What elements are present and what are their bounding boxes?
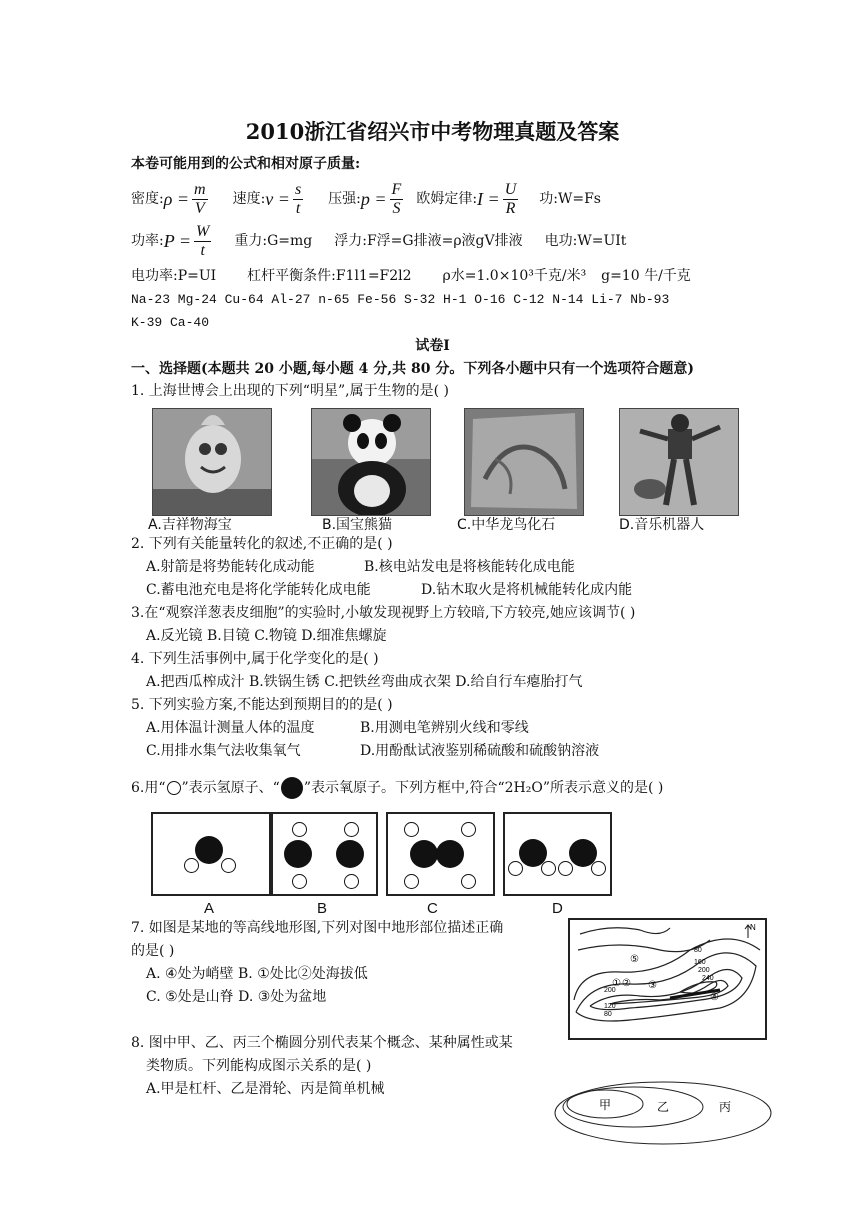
hydrogen-atom xyxy=(344,822,359,837)
density-den: V xyxy=(194,199,205,217)
robot-photo xyxy=(619,408,739,516)
oxygen-atom xyxy=(410,840,438,868)
oxygen-atom xyxy=(336,840,364,868)
caption-d: D.音乐机器人 xyxy=(619,517,705,533)
q5-option-c: C.用排水集气法收集氧气 xyxy=(146,743,301,759)
section-title: 试卷Ⅰ xyxy=(415,338,450,354)
question-4: 4. 下列生活事例中,属于化学变化的是( ) xyxy=(131,651,379,667)
question-2: 2. 下列有关能量转化的叙述,不正确的是( ) xyxy=(131,536,393,552)
box-label-d: D xyxy=(552,900,563,917)
caption-c: C.中华龙鸟化石 xyxy=(457,517,556,533)
q8-option-a: A.甲是杠杆、乙是滑轮、丙是简单机械 xyxy=(146,1081,385,1097)
pressure-label: 压强: xyxy=(328,191,361,207)
map-label-240: 240 xyxy=(702,975,714,982)
formula-row-3 xyxy=(131,266,691,286)
question-1: 1. 上海世博会上出现的下列“明星”,属于生物的是( ) xyxy=(131,383,449,399)
part-title: 一、选择题(本题共 20 小题,每小题 4 分,共 80 分。下列各小题中只有一个选项符合题意) xyxy=(131,361,694,377)
speed-label: 速度: xyxy=(232,191,266,207)
lever-formula: 杠杆平衡条件:F1l1=F2l2 xyxy=(247,268,412,284)
map-label-200: 200 xyxy=(698,967,710,974)
hydrogen-atom xyxy=(461,822,476,837)
hydrogen-symbol-icon xyxy=(167,781,181,795)
q6-text-2: ”表示氢原子、“ xyxy=(181,780,280,796)
power-label: 功率: xyxy=(131,233,164,249)
ellipse-diagram xyxy=(553,1080,773,1146)
speed-den: t xyxy=(295,199,301,217)
oxygen-atom xyxy=(436,840,464,868)
mascot-photo xyxy=(152,408,272,516)
hydrogen-atom xyxy=(184,858,199,873)
power-fraction xyxy=(194,223,211,260)
elec-power-formula: 电功率:P=UI xyxy=(131,268,217,284)
formula-intro: 本卷可能用到的公式和相对原子质量: xyxy=(131,156,361,172)
q2-option-a: A.射箭是将势能转化成动能 xyxy=(146,559,315,575)
pressure-fraction xyxy=(390,181,404,218)
hydrogen-atom xyxy=(221,858,236,873)
q7-options-1: A. ④处为峭壁 B. ①处比②处海拔低 xyxy=(146,966,368,982)
robot-image xyxy=(620,409,738,515)
box-label-b: B xyxy=(317,900,328,917)
density-label: 密度: xyxy=(131,191,164,207)
hydrogen-atom xyxy=(541,861,556,876)
caption-a: A.吉祥物海宝 xyxy=(148,517,232,533)
power-num: W xyxy=(196,222,210,240)
pressure-num: F xyxy=(391,180,402,198)
atomic-masses-line-1: Na-23 Mg-24 Cu-64 Al-27 n-65 Fe-56 S-32 H-1 O-16 C-12 N-14 Li-7 Nb-93 xyxy=(131,292,670,307)
question-7-line-1: 7. 如图是某地的等高线地形图,下列对图中地形部位描述正确 xyxy=(131,920,504,936)
buoyancy-formula: 浮力:F浮=G排液=ρ液gV排液 xyxy=(334,233,523,249)
oxygen-symbol-icon xyxy=(281,777,303,799)
question-6 xyxy=(131,777,663,799)
ellipse-label-yi: 乙 xyxy=(657,1100,670,1114)
q5-option-b: B.用测电笔辨别火线和零线 xyxy=(360,720,529,736)
gravity-formula: 重力:G=mg xyxy=(234,233,313,249)
ohm-fraction xyxy=(503,181,519,218)
map-label-200-b: 200 xyxy=(604,987,616,994)
map-label-160: 160 xyxy=(694,959,706,966)
pressure-symbol: p = xyxy=(360,189,387,209)
elec-work-formula: 电功:W=UIt xyxy=(544,233,627,249)
molecule-box-a xyxy=(151,812,273,896)
ellipse-label-jia: 甲 xyxy=(599,1098,612,1112)
ohm-den: R xyxy=(505,199,516,217)
oxygen-atom xyxy=(284,840,312,868)
hydrogen-atom xyxy=(292,822,307,837)
map-point-3: ③ xyxy=(648,980,657,991)
density-num: m xyxy=(194,180,206,198)
question-3: 3.在“观察洋葱表皮细胞”的实验时,小敏发现视野上方较暗,下方较亮,她应该调节( ) xyxy=(131,605,636,621)
map-label-80-b: 80 xyxy=(604,1011,612,1018)
map-point-4: ④ xyxy=(710,992,719,1003)
molecule-box-d xyxy=(503,812,612,896)
hydrogen-atom xyxy=(292,874,307,889)
panda-photo xyxy=(311,408,431,516)
map-north-label: N xyxy=(750,923,756,932)
atomic-masses-line-2: K-39 Ca-40 xyxy=(131,315,210,330)
fossil-image xyxy=(465,409,583,515)
ellipse-label-bing: 丙 xyxy=(719,1100,732,1114)
power-symbol: P = xyxy=(163,231,192,251)
map-point-2: ② xyxy=(622,978,631,989)
density-fraction xyxy=(192,181,208,218)
pressure-den: S xyxy=(392,199,401,217)
mascot-image xyxy=(153,409,271,515)
question-7-line-2: 的是( ) xyxy=(131,943,175,959)
q6-text-3: ”表示氧原子。下列方框中,符合“2H₂O”所表示意义的是( ) xyxy=(303,780,664,796)
hydrogen-atom xyxy=(558,861,573,876)
hydrogen-atom xyxy=(591,861,606,876)
contour-map-drawing xyxy=(570,920,765,1038)
hydrogen-atom xyxy=(461,874,476,889)
g-value: g=10 牛/千克 xyxy=(601,268,691,284)
q6-text-1: 6.用“ xyxy=(131,780,166,796)
q5-option-a: A.用体温计测量人体的温度 xyxy=(146,720,315,736)
contour-map xyxy=(568,918,767,1040)
hydrogen-atom xyxy=(404,874,419,889)
panda-image xyxy=(312,409,430,515)
ohm-label: 欧姆定律: xyxy=(416,191,478,207)
formula-row-2 xyxy=(131,220,626,262)
caption-b: B.国宝熊猫 xyxy=(322,517,393,533)
oxygen-atom xyxy=(195,836,223,864)
hydrogen-atom xyxy=(508,861,523,876)
molecule-box-b xyxy=(269,812,378,896)
hydrogen-atom xyxy=(404,822,419,837)
q2-option-d: D.钻木取火是将机械能转化成内能 xyxy=(421,582,633,598)
box-label-a: A xyxy=(204,900,215,917)
question-8-line-2: 类物质。下列能构成图示关系的是( ) xyxy=(146,1058,372,1074)
formula-row-1 xyxy=(131,178,601,220)
page-title: 2010浙江省绍兴市中考物理真题及答案 xyxy=(245,119,620,144)
fossil-photo xyxy=(464,408,584,516)
molecule-box-c xyxy=(386,812,495,896)
map-point-1: ① xyxy=(612,978,621,989)
map-label-80: 80 xyxy=(694,947,702,954)
speed-symbol: v = xyxy=(265,189,290,209)
map-label-120: 120 xyxy=(604,1003,616,1010)
q5-option-d: D.用酚酞试液鉴别稀硫酸和硫酸钠溶液 xyxy=(360,743,600,759)
q2-option-b: B.核电站发电是将核能转化成电能 xyxy=(364,559,575,575)
hydrogen-atom xyxy=(344,874,359,889)
water-density: ρ水=1.0×10³千克/米³ xyxy=(442,268,587,284)
speed-fraction xyxy=(293,181,303,218)
density-symbol: ρ = xyxy=(163,189,190,209)
q7-options-2: C. ⑤处是山脊 D. ③处为盆地 xyxy=(146,989,327,1005)
speed-num: s xyxy=(294,180,302,198)
q4-options: A.把西瓜榨成汁 B.铁锅生锈 C.把铁丝弯曲成衣架 D.给自行车瘪胎打气 xyxy=(146,674,583,690)
ohm-symbol: I = xyxy=(477,189,500,209)
q2-option-c: C.蓄电池充电是将化学能转化成电能 xyxy=(146,582,371,598)
q3-options: A.反光镜 B.目镜 C.物镜 D.细准焦螺旋 xyxy=(146,628,387,644)
box-label-c: C xyxy=(427,900,438,917)
power-den: t xyxy=(200,241,205,259)
work-formula: 功:W=Fs xyxy=(539,191,601,207)
question-5: 5. 下列实验方案,不能达到预期目的的是( ) xyxy=(131,697,393,713)
ohm-num: U xyxy=(504,180,517,198)
map-point-5: ⑤ xyxy=(630,954,639,965)
question-8-line-1: 8. 图中甲、乙、丙三个椭圆分别代表某个概念、某种属性或某 xyxy=(131,1035,513,1051)
ellipse-drawing xyxy=(553,1080,773,1146)
